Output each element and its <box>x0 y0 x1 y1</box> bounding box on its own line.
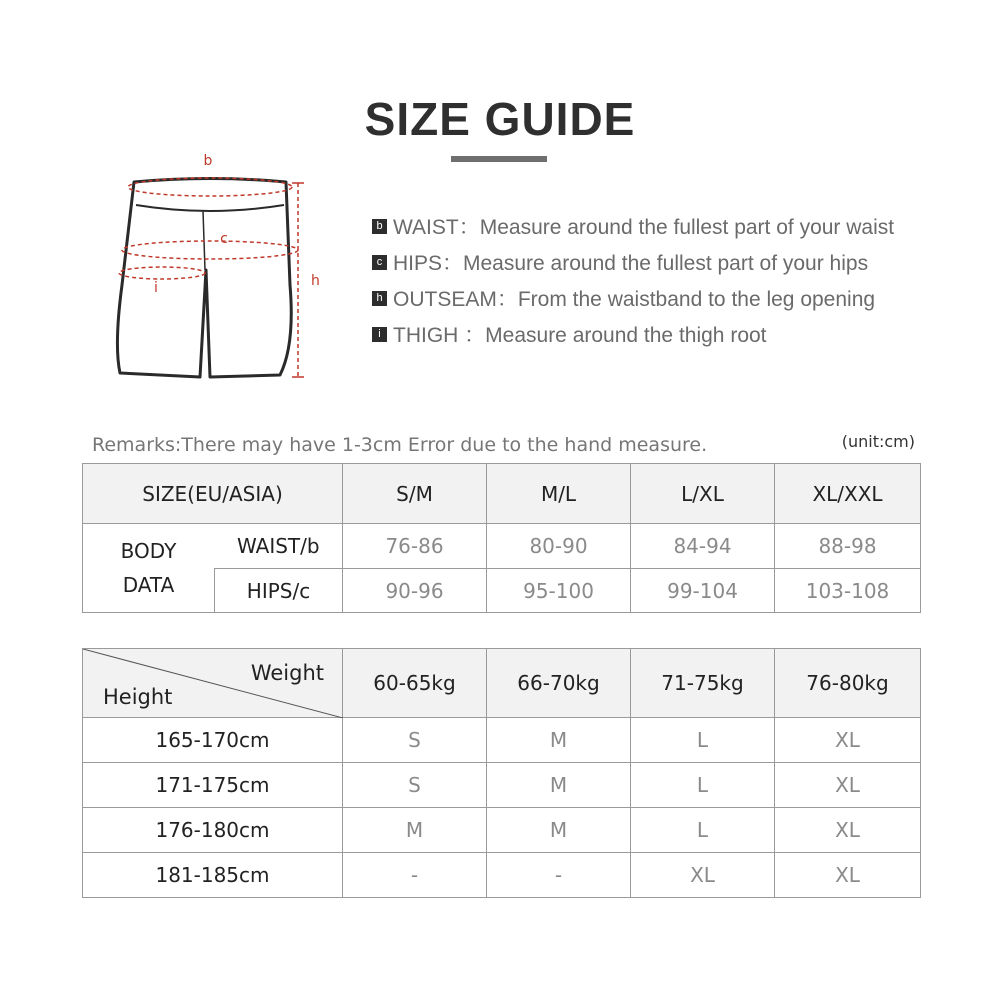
remarks-text: Remarks:There may have 1-3cm Error due to the hand measure. <box>92 434 708 456</box>
table-cell: 76-86 <box>343 524 487 569</box>
height-cell: 181-185cm <box>83 853 343 898</box>
badge-i: i <box>372 327 387 342</box>
badge-b: b <box>372 219 387 234</box>
table-row <box>83 524 921 569</box>
table-row <box>83 853 921 898</box>
shorts-diagram <box>100 145 340 395</box>
table-cell: M <box>487 808 631 853</box>
measurement-definitions <box>372 210 894 354</box>
table-row <box>83 718 921 763</box>
label-b: b <box>203 153 213 169</box>
definition-thigh <box>372 318 894 354</box>
table-cell: 80-90 <box>487 524 631 569</box>
size-table <box>82 463 921 613</box>
size-header-cell: S/M <box>343 464 487 524</box>
weight-header-cell: 66-70kg <box>487 649 631 718</box>
table-cell: XL <box>631 853 775 898</box>
table-cell: M <box>487 718 631 763</box>
unit-label: (unit:cm) <box>841 432 915 451</box>
table-row <box>83 808 921 853</box>
height-cell: 176-180cm <box>83 808 343 853</box>
label-c: c <box>220 231 228 247</box>
size-header-label: SIZE(EU/ASIA) <box>83 464 343 524</box>
table-cell: L <box>631 763 775 808</box>
data-label-line: DATA <box>122 573 175 597</box>
definition-text: WAIST：Measure around the fullest part of your waist <box>393 216 895 239</box>
height-axis-label: Height <box>103 685 173 709</box>
table-row <box>83 763 921 808</box>
weight-axis-label: Weight <box>250 661 324 685</box>
table-cell: XL <box>775 808 921 853</box>
table-cell: 103-108 <box>775 569 921 613</box>
table-cell: 95-100 <box>487 569 631 613</box>
size-header-row <box>83 464 921 524</box>
badge-h: h <box>372 291 387 306</box>
weight-height-table <box>82 648 921 898</box>
table-cell: L <box>631 808 775 853</box>
table-cell: 84-94 <box>631 524 775 569</box>
body-label-line: BODY <box>120 539 177 563</box>
table-cell: 88-98 <box>775 524 921 569</box>
table-cell: - <box>343 853 487 898</box>
body-data-label <box>83 524 215 613</box>
height-cell: 165-170cm <box>83 718 343 763</box>
label-h: h <box>311 273 320 289</box>
badge-c: c <box>372 255 387 270</box>
table-cell: S <box>343 718 487 763</box>
row-label-waist: WAIST/b <box>215 524 343 569</box>
row-label-hips: HIPS/c <box>215 569 343 613</box>
label-i: i <box>154 280 158 296</box>
size-header-cell: XL/XXL <box>775 464 921 524</box>
table-cell: - <box>487 853 631 898</box>
table-cell: S <box>343 763 487 808</box>
title-underline <box>451 156 547 162</box>
definition-outseam <box>372 282 894 318</box>
table-cell: M <box>487 763 631 808</box>
table-cell: XL <box>775 718 921 763</box>
table-cell: 99-104 <box>631 569 775 613</box>
size-header-cell: L/XL <box>631 464 775 524</box>
height-cell: 171-175cm <box>83 763 343 808</box>
table-cell: L <box>631 718 775 763</box>
table-cell: 90-96 <box>343 569 487 613</box>
definition-text: HIPS：Measure around the fullest part of your hips <box>393 252 869 275</box>
definition-text: THIGH ：Measure around the thigh root <box>393 324 767 347</box>
weight-header-cell: 60-65kg <box>343 649 487 718</box>
corner-cell <box>83 649 343 718</box>
definition-hips <box>372 246 894 282</box>
table-cell: XL <box>775 853 921 898</box>
weight-header-cell: 76-80kg <box>775 649 921 718</box>
table-cell: M <box>343 808 487 853</box>
table-cell: XL <box>775 763 921 808</box>
definition-text: OUTSEAM：From the waistband to the leg opening <box>393 288 876 311</box>
page-title: SIZE GUIDE <box>364 93 636 145</box>
weight-header-cell: 71-75kg <box>631 649 775 718</box>
definition-waist <box>372 210 894 246</box>
size-header-cell: M/L <box>487 464 631 524</box>
weight-header-row <box>83 649 921 718</box>
